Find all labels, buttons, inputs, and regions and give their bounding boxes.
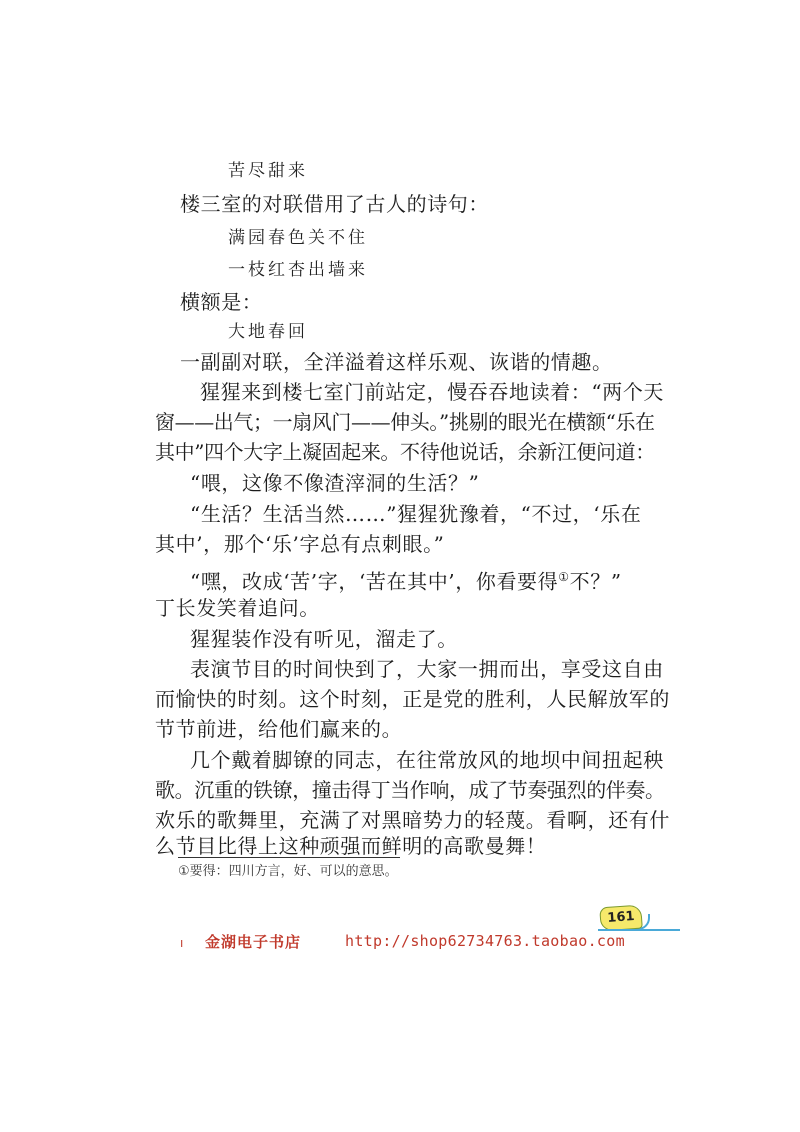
footer-store-name: 金湖电子书店 bbox=[205, 933, 302, 951]
paragraph-line: 一副副对联，全洋溢着这样乐观、诙谐的情趣。 bbox=[180, 350, 613, 374]
paragraph-line: 表演节目的时间快到了，大家一拥而出，享受这自由 bbox=[190, 657, 664, 681]
paragraph-line: 横额是： bbox=[180, 290, 263, 314]
paragraph-line: 而愉快的时刻。这个时刻，正是党的胜利，人民解放军的 bbox=[155, 687, 670, 711]
paragraph-line: 其中”四个大字上凝固起来。不待他说话，余新江便问道： bbox=[155, 440, 655, 464]
paragraph-line: 么节目比得上这种顽强而鲜明的高歌曼舞！ bbox=[155, 834, 547, 858]
verse-line: 满园春色关不住 bbox=[228, 228, 368, 248]
verse-line: 大地春回 bbox=[228, 322, 308, 342]
footer-mark: ı bbox=[180, 936, 184, 950]
paragraph-text: 不？” bbox=[569, 569, 622, 594]
paragraph-text: “嘿，改成‘苦’字，‘苦在其中’，你看要得 bbox=[190, 569, 559, 594]
page-number: 161 bbox=[599, 905, 643, 932]
paragraph-line: 其中’，那个‘乐’字总有点刺眼。” bbox=[155, 532, 445, 556]
paragraph-line: 窗——出气；一扇风门——伸头。”挑剔的眼光在横额“乐在 bbox=[155, 410, 655, 434]
verse-line: 一枝红杏出墙来 bbox=[228, 260, 368, 280]
paragraph-line: 猩猩装作没有听见，溜走了。 bbox=[190, 627, 458, 651]
paragraph-line: “生活？生活当然……”猩猩犹豫着，“不过，‘乐在 bbox=[190, 502, 642, 526]
footnote-marker: ① bbox=[558, 570, 570, 584]
paragraph-line bbox=[190, 563, 622, 596]
paragraph-line: 楼三室的对联借用了古人的诗句： bbox=[180, 192, 489, 216]
paragraph-line: 丁长发笑着追问。 bbox=[155, 596, 320, 620]
paragraph-line: 几个戴着脚镣的同志，在往常放风的地坝中间扭起秧 bbox=[190, 748, 664, 772]
footnote-divider bbox=[178, 857, 400, 858]
paragraph-line: 歌。沉重的铁镣，撞击得丁当作响，成了节奏强烈的伴奏。 bbox=[155, 778, 665, 802]
paragraph-line: 猩猩来到楼七室门前站定，慢吞吞地读着：“两个天 bbox=[200, 380, 665, 404]
paragraph-line: 节节前进，给他们赢来的。 bbox=[155, 717, 403, 741]
paragraph-line: 欢乐的歌舞里，充满了对黑暗势力的轻蔑。看啊，还有什 bbox=[155, 808, 670, 832]
footer-url: http://shop62734763.taobao.com bbox=[345, 932, 625, 950]
paragraph-line: “喂，这像不像渣滓洞的生活？” bbox=[190, 471, 480, 495]
verse-line: 苦尽甜来 bbox=[228, 161, 308, 181]
footnote: ①要得：四川方言，好、可以的意思。 bbox=[178, 864, 398, 879]
footer-divider bbox=[598, 929, 680, 931]
